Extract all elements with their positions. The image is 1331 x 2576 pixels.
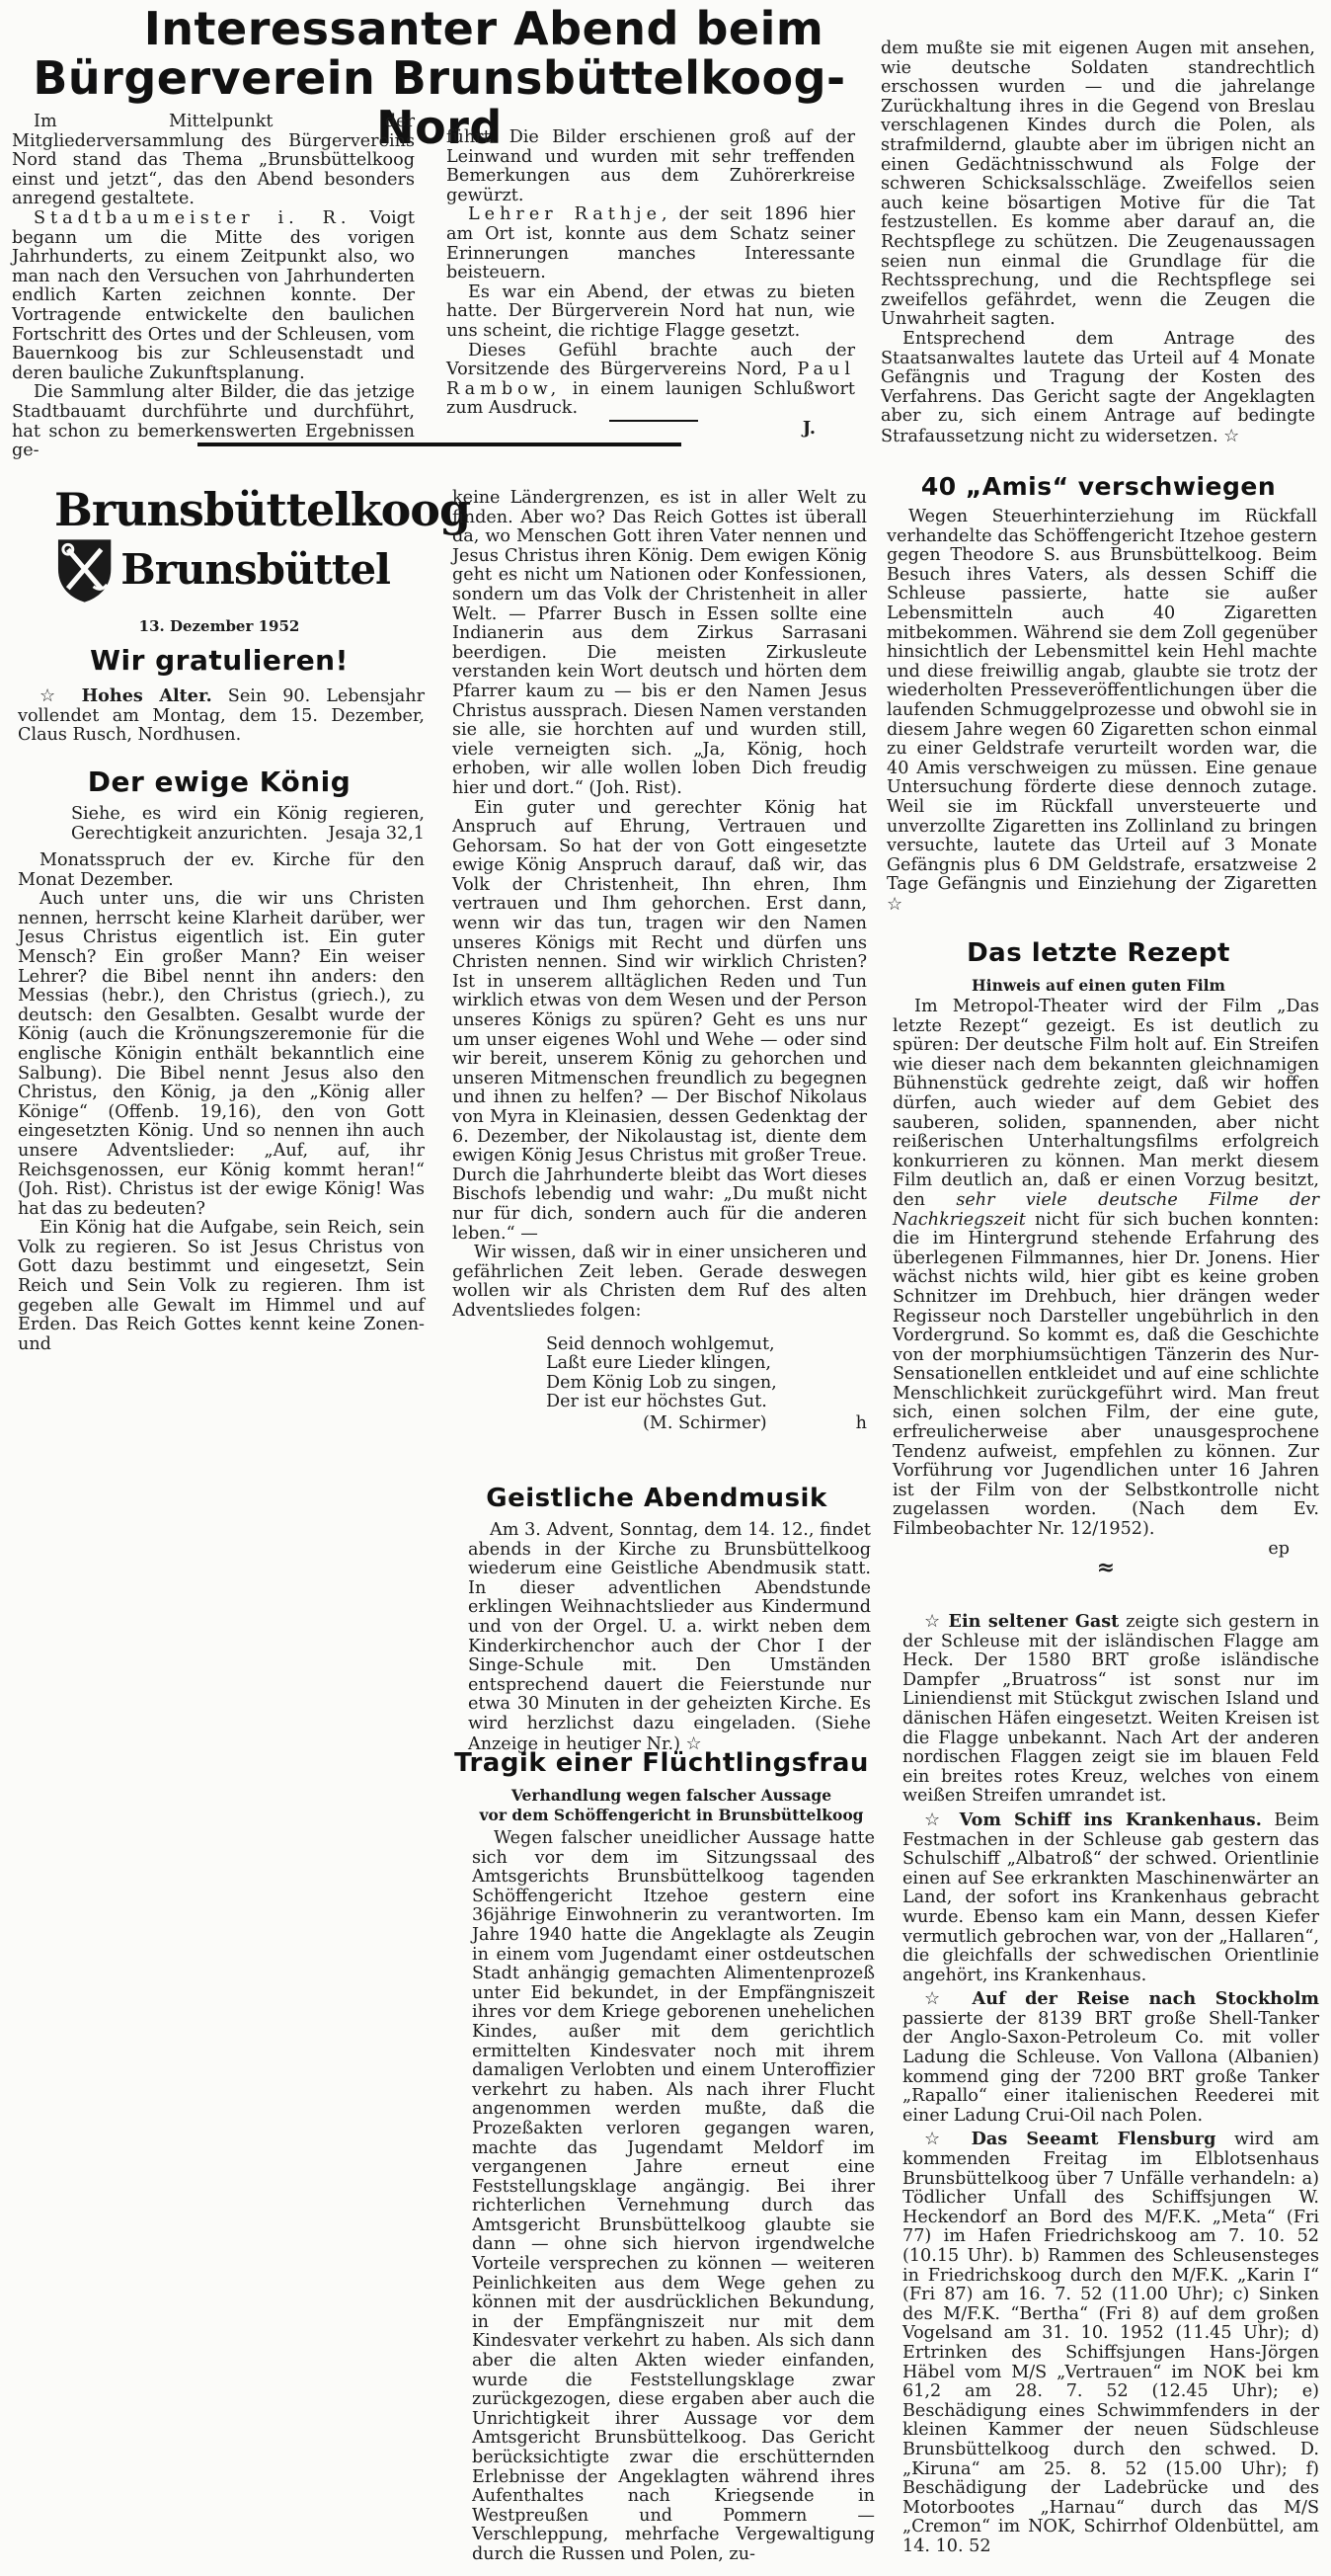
- poem-line: Laßt eure Lieder klingen,: [546, 1353, 771, 1374]
- paragraph-text: Dieses Gefühl brachte auch der Vorsitzende des Bürgervereins Nord,: [446, 340, 855, 380]
- subtitle-line: vor dem Schöffengericht in Brunsbüttelkoog: [479, 1806, 864, 1824]
- paragraph-text: in einem launigen Schlußwort zum Ausdruck.: [446, 378, 855, 419]
- spaced-name: Paul Rambow,: [446, 360, 855, 399]
- paragraph: führt. Die Bilder erschienen groß auf der Leinwand und wurden mit sehr treffenden Bemerkungen aus dem Zuhörerkreise gewürzt.: [446, 127, 855, 205]
- news-lead: Ein seltener Gast: [948, 1611, 1120, 1632]
- section-title-tragik: Tragik einer Flüchtlingsfrau: [454, 1748, 869, 1778]
- lead-text: Hohes Alter.: [81, 685, 212, 706]
- paragraph: [18, 686, 425, 746]
- news-item: [902, 2130, 1319, 2556]
- birthday-notice: [18, 686, 425, 746]
- article-buergerverein-col1: [12, 113, 415, 461]
- news-item: [902, 1811, 1319, 1985]
- news-text: Beim Festmachen in der Schleuse gab gestern das Schulschiff „Albatroß“ der schwed. Orientlinie einen auf See erkrankten Maschinenwärter an Land, der sofort ins Krankenhaus gebracht wurde. Ebenso kam ein Mann, dessen Kiefer vermutlich gebrochen war, von der „Hallaren“, die gleichfalls der schwedischen Orientlinie angehört, ins Krankenhaus.: [902, 1810, 1320, 1985]
- poem-line: Dem König Lob zu singen,: [546, 1372, 777, 1393]
- section-title-koenig: Der ewige König: [87, 765, 352, 798]
- star-icon: ☆: [924, 1611, 942, 1632]
- paragraph-text: Sein 90. Lebensjahr vollendet am Montag, dem 15. Dezember, Claus Rusch, Nordhusen.: [18, 686, 426, 746]
- paragraph: [12, 209, 415, 383]
- paragraph: Ein König hat die Aufgabe, sein Reich, sein Volk zu regieren. So ist Jesus Christus von Gott dazu bestimmt und eingesetzt, Sein Reich und Sein Volk zu regieren. Ihm ist gegeben alle Gewalt im Himmel und auf Erden. Das Reich Gottes kennt keine Zonen- und: [18, 1218, 425, 1354]
- paragraph: Wegen falscher uneidlicher Aussage hatte sich vor dem im Sitzungssaal des Amtsgerichts Brunsbüttelkoog tagenden Schöffengericht Itzehoe gestern eine 36jährige Einwohnerin zu verantworten. Im Jahre 1940 hatte die Angeklagte als Zeugin in einem vom Jugendamt einer ostdeutschen Stadt anhängig gemachten Alimentenprozeß unter Eid bekundet, in der Empfängniszeit ihres vor dem Kriege geborenen unehelichen Kindes, außer mit dem gerichtlich ermittelten Kindesvater noch mit ihrem damaligen Verlobten und einem Unteroffizier verkehrt zu haben. Als nach ihrer Flucht angenommen werden mußte, daß die Prozeßakten verloren gegangen waren, machte das Jugendamt Meldorf im vergangenen Jahre erneut eine Feststellungsklage angängig. Bei ihrer richterlichen Vernehmung durch das Amtsgericht Brunsbüttelkoog glaubte sie dann — ohne sich hiervon irgendwelche Vorteile versprechen zu können — weiteren Peinlichkeiten aus dem Wege gehen zu können mit der ausdrücklichen Bekundung, in der Empfängniszeit nur mit dem Kindesvater verkehrt zu haben. Als sich dann aber die alten Akten wieder einfanden, wurde die Feststellungsklage zwar zurückgezogen, diese ergaben aber auch die Unrichtigkeit ihrer Aussage vor dem Amtsgericht Brunsbüttelkoog. Das Gericht berücksichtigte zwar die erschütternden Erlebnisse der Angeklagten während ihres Aufenthaltes nach Kriegsende in Westpreußen und Pommern — Verschleppung, mehrfache Vergewaltigung durch die Russen und Polen, zu-: [472, 1828, 875, 2564]
- article-tragik-col: [472, 1829, 875, 2565]
- news-lead: Auf der Reise nach Stockholm: [972, 1988, 1320, 2010]
- spaced-name: Stadtbaumeister i. R.: [34, 207, 352, 228]
- paragraph: Im Mittelpunkt der Mitgliederversammlung des Bürgervereins Nord stand das Thema „Brunsbüttelkoog einst und jetzt“, das den Abend besonders anregend gestaltete.: [12, 112, 415, 209]
- subtitle-tragik: [464, 1786, 879, 1825]
- paragraph-text: Wegen Steuerhinterziehung im Rückfall verhandelte das Schöffengericht Itzehoe gestern gegen Theodore S. aus Brunsbüttelkoog. Beim Besuch ihres Vaters, als dessen Schiff die Schleuse passierte, hatte sie außer Lebensmitteln auch 40 Zigaretten mitbekommen. Während sie dem Zoll gegenüber hinsichtlich der Lebensmittel kein Hehl machte und diese freiwillig angab, glaubte sie trotz der wiederholten Presseveröffentlichungen über die laufenden Schmuggelprozesse und obwohl sie in diesem Jahre wegen 60 Zigaretten schon einmal zu einer Geldstrafe verurteilt worden war, die 40 Amis verschweigen zu müssen. Eine genaue Untersuchung förderte diese dennoch zutage. Weil sie im Rückfall unversteuerte und unverzollte Zigaretten ins Zollinland zu bringen versuchte, lautete das Urteil auf 3 Monate Gefängnis plus 6 DM Geldstrafe, ersatzweise 2 Tage Gefängnis und Einziehung der Zigaretten: [887, 507, 1317, 895]
- section-title-abendmusik: Geistliche Abendmusik: [486, 1484, 827, 1513]
- wave-divider-icon: ≈: [1096, 1555, 1116, 1581]
- poem-footer: [452, 1414, 867, 1434]
- paragraph-text: Am 3. Advent, Sonntag, dem 14. 12., findet abends in der Kirche zu Brunsbüttelkoog wiederum eine Geistliche Abendmusik statt. In dieser adventlichen Abendstunde erklingen Weihnachtslieder aus Kindermund und von der Orgel. U. a. wirkt neben dem Kinderkirchenchor auch der Chor I der Singe-Schule mit. Den Umständen entsprechend dauert die Feierstunde nur etwa 30 Minuten in der geheizten Kirche. Es wird herzlichst dazu eingeladen. (Siehe Anzeige in heutiger Nr.): [468, 1520, 871, 1754]
- star-icon: ☆: [924, 1988, 954, 2010]
- masthead-line-2: Brunsbüttel: [120, 545, 390, 594]
- star-icon: ☆: [924, 2129, 954, 2150]
- coat-of-arms-icon: [54, 535, 115, 604]
- section-title-rezept: Das letzte Rezept: [967, 938, 1230, 968]
- bible-quote: [71, 805, 425, 845]
- paragraph: [446, 205, 855, 282]
- masthead-row-2: [54, 535, 390, 604]
- article-amis: [887, 508, 1317, 915]
- star-icon: ☆: [39, 685, 66, 706]
- article-buergerverein-col2: [446, 128, 855, 439]
- paragraph-text: Im Metropol-Theater wird der Film „Das letzte Rezept“ gezeigt. Es ist deutlich zu spüren: Der deutsche Film holt auf. Ein Streifen wie dieser nach dem bekannten gleichnamigen Bühnenstück gedrehte zeigt, daß wir hoffen dürfen, auch wieder auf dem Gebiet des sauberen, soliden, spannenden, aber nicht reißerischen Unterhaltungsfilms erfolgreich konkurrieren zu können. Man merkt diesem Film deutlich an, daß er einen Vorzug besitzt, den: [893, 997, 1319, 1210]
- news-item: [902, 1989, 1319, 2126]
- subtitle-rezept: Hinweis auf einen guten Film: [972, 976, 1225, 995]
- author-signature: h: [855, 1412, 867, 1433]
- poem-line: Der ist eur höchstes Gut.: [546, 1392, 767, 1412]
- section-divider: [197, 443, 681, 446]
- paragraph: [881, 330, 1315, 447]
- paragraph: Monatsspruch der ev. Kirche für den Monat Dezember.: [18, 850, 425, 890]
- paragraph: keine Ländergrenzen, es ist in aller Welt zu finden. Aber wo? Das Reich Gottes ist überall da, wo Menschen Gott ihren Vater nennen und Jesus Christus ihren König. Dem ewigen König geht es nicht um Nationen oder Konfessionen, sondern um das Volk der Christenheit in aller Welt. — Pfarrer Busch in Essen sollte eine Indianerin aus dem Zirkus Sarrasani beerdigen. Die meisten Zirkusleute verstanden kein Wort deutsch und hörten dem Pfarrer kaum zu — bis er den Namen Jesus Christus aussprach. Diesen Namen verstanden sie alle, sie horchten auf und wurden still, viele verneigten sich. „Ja, König, hoch erhoben, wir alle wollen loben Dich freudig hier und dort.“ (Joh. Rist).: [452, 488, 867, 798]
- subtitle-line: Verhandlung wegen falscher Aussage: [510, 1786, 832, 1805]
- short-news-list: [902, 1612, 1319, 2557]
- paragraph: [446, 342, 855, 419]
- star-icon: ☆: [887, 893, 903, 915]
- paragraph: Die Sammlung alter Bilder, die das jetzige Stadtbauamt durchführte und durchführt, hat schon zu bemerkenswerten Ergebnissen ge-: [12, 382, 415, 461]
- star-icon: ☆: [924, 1809, 948, 1830]
- article-koenig-col2: [452, 489, 867, 1434]
- headline-line-2: Bürgerverein Brunsbüttelkoog-Nord: [33, 51, 846, 154]
- paragraph: Es war ein Abend, der etwas zu bieten hatte. Der Bürgerverein Nord hat nun, wie uns scheint, die richtige Flagge gesetzt.: [446, 282, 855, 341]
- paragraph: [468, 1521, 871, 1754]
- article-abendmusik: [468, 1521, 871, 1754]
- news-text: wird am kommenden Freitag im Elblotsenhaus Brunsbüttelkoog über 7 Unfälle verhandeln: a) Tödlicher Unfall des Schiffsjungen W. Heckendorf an Bord des M/F.K. „Meta“ (Fri 77) im Hafen Friedrichskoog am 7. 10. 52 (10.15 Uhr). b) Rammen des Schleusensteges in Friedrichskoog durch den M/F.K. „Karin I“ (Fri 87) am 16. 7. 52 (11.00 Uhr); c) Sinken des M/F.K. “Bertha“ (Fri 8) auf dem großen Vogelsand am 31. 10. 1952 (11.45 Uhr); d) Ertrinken des Schiffsjungen Hans-Jörgen Häbel vom M/S „Vertrauen“ im NOK bei km 61,2 am 28. 7. 52 (12.45 Uhr); e) Beschädigung eines Schwimmfenders in der kleinen Kammer der neuen Südschleuse Brunsbüttelkoog durch den schwed. D. „Kiruna“ am 25. 8. 52 (15.00 Uhr); f) Beschädigung der Ladebrücke und des Motorbootes „Harnau“ durch das M/S „Cremon“ im NOK, Schirrhof Oldenbüttel, am 14. 10. 52: [902, 2130, 1320, 2556]
- advent-poem: [546, 1335, 867, 1412]
- masthead-line-1: Brunsbüttelkoog: [54, 483, 471, 536]
- poem-author: (M. Schirmer): [642, 1412, 767, 1433]
- quote-text: Siehe, es wird ein König regieren, Gerechtigkeit anzurichten.: [71, 804, 425, 844]
- local-masthead: [54, 483, 471, 604]
- paragraph: [887, 508, 1317, 915]
- news-text: passierte der 8139 BRT große Shell-Tanker der Anglo-Saxon-Petroleum Co. mit voller Ladung die Schleuse. Von Vallona (Albanien) kommend ging der 7200 BRT große Tanker „Rapallo“ einer italienischen Reederei mit einer Ladung Crui-Oil nach Polen.: [902, 2008, 1319, 2126]
- section-title-amis: 40 „Amis“ verschwiegen: [920, 472, 1277, 501]
- author-signature: J.: [802, 417, 816, 439]
- news-text: zeigte sich gestern in der Schleuse mit der isländischen Flagge am Heck. Der 1580 BRT große isländische Dampfer „Bruatross“ ist sonst nur im Liniendienst mit Stückgut zwischen Island und dänischen Häfen eingesetzt. Weiten Kreisen ist die Flagge unbekannt. Nach Art der anderen nordischen Flaggen zeigt sie im blauen Feld ein breites rotes Kreuz, welches von einem weißen Streifen umrandet ist.: [902, 1612, 1320, 1807]
- paragraph-text: Entsprechend dem Antrage des Staatsanwaltes lautete das Urteil auf 4 Monate Gefängnis und Tragung der Kosten des Verfahrens. Das Gericht sagte der Angeklagten aber zu, sich einem Antrage auf bedingte Strafaussetzung nicht zu widersetzen.: [881, 328, 1315, 446]
- author-signature: ep: [1268, 1538, 1290, 1559]
- paragraph: Auch unter uns, die wir uns Christen nennen, herrscht keine Klarheit darüber, wer Jesus Christus eigentlich ist. Ein guter Mensch? Ein großer Mann? Ein weiser Lehrer? die Bibel nennt ihn anders: den Messias (hebr.), den Christus (griech.), zu deutsch: den Gesalbten. Gesalbt wurde der König (auch die Krönungszeremonie für die englische Königin enthält bekanntlich eine Salbung). Die Bibel nennt Jesus also den Christus, den König, ja den „König aller Könige“ (Offenb. 19,16), den von Gott eingesetzten König. Und so nennen ihn auch unsere Adventslieder: „Auf, auf, ihr Reichsgenossen, eur König kommt heran!“ (Joh. Rist). Christus ist der ewige König! Was hat das zu bedeuten?: [18, 889, 425, 1219]
- poem-line: Seid dennoch wohlgemut,: [546, 1333, 775, 1354]
- star-icon: ☆: [685, 1732, 702, 1754]
- spaced-name: Lehrer Rathje: [468, 204, 662, 225]
- article-koenig-col1: [18, 851, 425, 1354]
- paragraph: [893, 998, 1319, 1540]
- paragraph-text: , der seit 1896 hier am Ort ist, konnte aus dem Schatz seiner Erinnerungen manches Interessante beisteuern.: [446, 204, 855, 283]
- paragraph-text: Voigt begann um die Mitte des vorigen Jahrhunderts, zu einem Zeitpunkt also, wo man nach den Versuchen von Jahrhunderten endlich Karten zeichnen konnte. Der Vortragende entwickelte den baulichen Fortschritt des Ortes und der Schleusen, vom Bauernkoog bis zur Schleusenstadt und deren bauliche Zukunftsplanung.: [12, 207, 415, 383]
- quote-reference: Jesaja 32,1: [328, 824, 425, 845]
- short-divider: [609, 420, 698, 422]
- section-title-gratulieren: Wir gratulieren!: [90, 644, 349, 677]
- article-tragik-continued: [881, 40, 1315, 446]
- article-rezept: [893, 997, 1320, 1581]
- headline-line-1: Interessanter Abend beim: [143, 2, 824, 55]
- paragraph-text: nicht für sich buchen konnten: die im Hintergrund stehende Erfahrung des überlegenen Filmmannes, hier Dr. Jonens. Hier wächst nichts wild, hier gibt es keine groben Schnitzer im Drehbuch, hier drängen weder Regisseur noch Darsteller ungebührlich in den Vordergrund. So kommt es, daß die Geschichte von der morphiumsüchtigen Tänzerin des Nur-Sensationellen entkleidet und auf eine schlichte Menschlichkeit zurückgeführt wird. Man freut sich, einen solchen Film, der eine gute, erfreulicherweise aber unausgesprochene Tendenz aufweist, empfehlen zu können. Zur Vorführung vor Jugendlichen unter 16 Jahren ist der Film von der Selbstkontrolle nicht zugelassen worden. (Nach dem Ev. Filmbeobachter Nr. 12/1952).: [893, 1209, 1320, 1540]
- emphasis-text: sehr viele deutsche Filme der Nachkriegszeit: [893, 1189, 1319, 1230]
- paragraph: Ein guter und gerechter König hat Anspruch auf Ehrung, Vertrauen und Gehorsam. So hat der von Gott eingesetzte ewige König Anspruch darauf, daß wir, das Volk der Christenheit, Ihn ehren, Ihm vertrauen und Ihm gehorchen. Erst dann, wenn wir das tun, tragen wir den Namen unseres Königs mit Recht und dürfen uns Christen nennen. Sind wir wirklich Christen? Ist in unserem alltäglichen Reden und Tun wirklich etwas von dem Wesen und der Person unseres Königs zu spüren? Geht es uns nur um unser eigenes Wohl und Wehe — oder sind wir bereit, unserem König zu gehorchen und unseren Mitmenschen freundlich zu begegnen und ihnen zu helfen? — Der Bischof Nikolaus von Myra in Kleinasien, dessen Gedenktag der 6. Dezember, der Nikolaustag ist, diente dem ewigen König Jesus Christus mit großer Treue. Durch die Jahrhunderte bleibt das Wort dieses Bischofs lebendig und wahr: „Du mußt nicht nur für dich, sondern auch für die anderen leben.“ —: [452, 797, 867, 1244]
- issue-date: 13. Dezember 1952: [138, 617, 300, 635]
- paragraph: dem mußte sie mit eigenen Augen mit ansehen, wie deutsche Soldaten standrechtlich erschossen wurden — und die jahrelange Zurückhaltung ihres in die Gegend von Breslau verschlagenen Kindes durch die Polen, als strafmildernd, glaubte aber im übrigen nicht an einen Gedächtnisschwund als Folge der schweren Schicksalsschläge. Zweifellos seien auch keine bösartigen Motive für die Tat festzustellen. Es komme aber darauf an, die Rechtspflege zu schützen. Die Zeugenaussagen seien nun einmal die Grundlage für die Rechtssprechung, und die Rechtspflege sei zweifellos gefährdet, wenn die Zeugen die Unwahrheit sagten.: [881, 39, 1315, 330]
- paragraph: Wir wissen, daß wir in einer unsicheren und gefährlichen Zeit leben. Gerade deswegen wollen wir als Christen dem Ruf des alten Adventsliedes folgen:: [452, 1243, 867, 1321]
- star-icon: ☆: [1223, 425, 1240, 446]
- news-item: [902, 1612, 1319, 1807]
- news-lead: Das Seeamt Flensburg: [971, 2129, 1216, 2150]
- news-lead: Vom Schiff ins Krankenhaus.: [959, 1809, 1262, 1830]
